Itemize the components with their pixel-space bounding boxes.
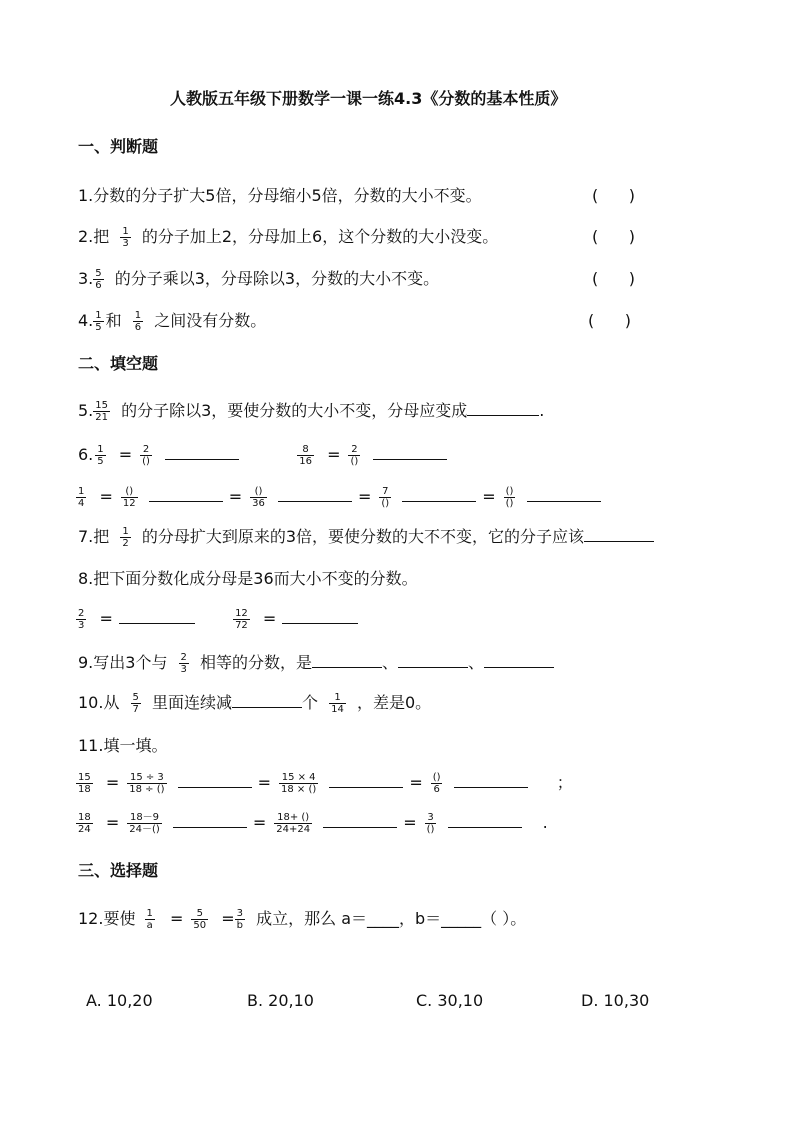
answer-blank[interactable] [178, 773, 252, 788]
answer-blank[interactable] [329, 773, 403, 788]
question-4 [78, 310, 266, 333]
answer-blank[interactable] [402, 487, 476, 502]
separator: 、 [468, 653, 485, 672]
fraction: $\frac{3}{b}$ [236, 908, 244, 931]
equals-sign: = [409, 773, 423, 792]
answer-blank[interactable] [149, 487, 223, 502]
fraction: $\frac{18-9}{24-()}$ [129, 812, 160, 835]
fraction: $\frac{()}{6}$ [432, 772, 441, 795]
fraction: $\frac{5}{6}$ [95, 268, 102, 291]
question-10-text: 里面连续减 [152, 693, 233, 712]
equals-sign: = [99, 609, 113, 628]
option-b[interactable]: B. 20,10 [247, 991, 314, 1010]
fraction: $\frac{15 \times 4}{18 \times ()}$ [281, 772, 317, 795]
fraction: $\frac{7}{()}$ [381, 486, 390, 509]
row-end-mark: ； [556, 773, 573, 792]
equals-sign: = [257, 773, 271, 792]
question-12 [78, 908, 526, 931]
answer-blank[interactable] [454, 773, 528, 788]
option-c[interactable]: C. 30,10 [416, 991, 484, 1010]
question-9 [78, 652, 554, 675]
fraction: $\frac{18}{24}$ [78, 812, 91, 835]
equals-sign: = [221, 909, 235, 928]
fraction: $\frac{1}{4}$ [78, 486, 85, 509]
question-10-end: ，差是0。 [356, 693, 432, 712]
equals-sign: = [357, 487, 372, 506]
question-11: 11.填一填。 [78, 736, 168, 755]
question-9-prefix: 9.写出3个与 [78, 653, 168, 672]
fraction: $\frac{2}{()}$ [350, 444, 359, 467]
equals-sign: = [118, 445, 133, 464]
page-title: 人教版五年级下册数学一课一练4.3《分数的基本性质》 [170, 89, 567, 108]
question-1 [78, 185, 482, 207]
fraction: $\frac{5}{7}$ [132, 692, 139, 715]
fraction: $\frac{1}{6}$ [134, 310, 142, 333]
answer-blank[interactable] [312, 653, 382, 668]
fraction: $\frac{15}{18}$ [78, 772, 91, 795]
row-end-mark: . [542, 813, 548, 832]
equals-sign: = [99, 487, 113, 506]
equals-sign: = [252, 813, 267, 832]
question-11-row-1 [74, 772, 573, 795]
question-6-prefix: 6. [78, 445, 94, 464]
answer-blank[interactable] [527, 487, 601, 502]
fraction: $\frac{1}{5}$ [95, 310, 102, 333]
question-7 [78, 526, 654, 549]
question-2-prefix: 2.把 [78, 227, 110, 246]
question-7-text: 的分母扩大到原来的3倍，要使分数的大不不变，它的分子应该 [141, 527, 585, 546]
fraction: $\frac{2}{3}$ [180, 652, 187, 675]
answer-blank[interactable] [119, 609, 195, 624]
question-12-text: 成立，那么 a＝____，b＝_____（ ）。 [256, 909, 527, 928]
equals-sign: = [170, 909, 184, 928]
fraction: $\frac{2}{()}$ [142, 444, 150, 467]
question-5-prefix: 5. [78, 401, 94, 420]
fraction: $\frac{()}{12}$ [122, 486, 136, 509]
question-9-text: 相等的分数，是 [200, 653, 313, 672]
answer-paren-2[interactable]: ( ) [592, 227, 635, 246]
equals-sign: = [327, 445, 341, 464]
fraction: $\frac{1}{a}$ [146, 908, 153, 931]
answer-blank[interactable] [467, 401, 539, 416]
question-4-text: 之间没有分数。 [154, 311, 267, 330]
fraction: $\frac{1}{5}$ [97, 444, 104, 467]
answer-blank[interactable] [165, 445, 239, 460]
fraction: $\frac{1}{14}$ [331, 692, 344, 715]
equals-sign: = [262, 609, 277, 628]
fraction: $\frac{2}{3}$ [78, 608, 85, 631]
answer-blank[interactable] [448, 813, 522, 828]
question-8: 8.把下面分数化成分母是36而大小不变的分数。 [78, 569, 418, 588]
fraction: $\frac{1}{3}$ [122, 226, 129, 249]
answer-paren-4[interactable]: ( ) [588, 311, 631, 330]
equals-sign: = [105, 773, 120, 792]
equals-sign: = [228, 487, 243, 506]
question-10-prefix: 10.从 [78, 693, 120, 712]
fraction: $\frac{8}{16}$ [299, 444, 312, 467]
fraction: $\frac{12}{72}$ [235, 608, 248, 631]
question-1-text: 1.分数的分子扩大5倍，分母缩小5倍，分数的大小不变。 [78, 186, 482, 205]
equals-sign: = [403, 813, 417, 832]
section-choice-heading: 三、选择题 [78, 861, 159, 880]
answer-blank[interactable] [173, 813, 247, 828]
section-judge-heading: 一、判断题 [78, 137, 159, 156]
answer-blank[interactable] [278, 487, 352, 502]
answer-blank[interactable] [373, 445, 447, 460]
question-5 [78, 400, 544, 423]
answer-blank[interactable] [484, 653, 554, 668]
answer-blank[interactable] [398, 653, 468, 668]
option-a[interactable]: A. 10,20 [86, 991, 153, 1010]
fraction: $\frac{()}{()}$ [505, 486, 514, 509]
question-8-answers [74, 608, 358, 631]
answer-blank[interactable] [584, 527, 654, 542]
question-6-chain [74, 486, 601, 509]
question-2 [78, 226, 498, 249]
question-4-prefix: 4. [78, 311, 94, 330]
fraction: $\frac{1}{2}$ [122, 526, 129, 549]
question-3-prefix: 3. [78, 269, 94, 288]
option-d[interactable]: D. 10,30 [581, 991, 650, 1010]
answer-blank[interactable] [282, 609, 358, 624]
question-5-end: . [539, 401, 545, 420]
question-3 [78, 268, 439, 291]
answer-blank[interactable] [323, 813, 397, 828]
section-fill-heading: 二、填空题 [78, 354, 159, 373]
question-10-unit: 个 [302, 693, 319, 712]
answer-blank[interactable] [232, 693, 302, 708]
fraction: $\frac{15 \div 3}{18 \div ()}$ [129, 772, 165, 795]
question-10 [78, 692, 431, 715]
fraction: $\frac{18+ ()}{24+24}$ [276, 812, 311, 835]
fraction: $\frac{15}{21}$ [95, 400, 108, 423]
question-4-and: 和 [105, 311, 122, 330]
separator: 、 [382, 653, 399, 672]
question-6 [78, 444, 447, 467]
answer-paren-3[interactable]: ( ) [592, 269, 635, 288]
equals-sign: = [482, 487, 496, 506]
fraction: $\frac{3}{()}$ [426, 812, 435, 835]
answer-paren-1[interactable]: ( ) [592, 186, 635, 205]
equals-sign: = [105, 813, 120, 832]
question-3-text: 的分子乘以3，分母除以3，分数的大小不变。 [114, 269, 440, 288]
question-7-prefix: 7.把 [78, 527, 110, 546]
question-2-text: 的分子加上2，分母加上6，这个分数的大小没变。 [141, 227, 499, 246]
question-11-row-2 [74, 812, 548, 835]
question-12-prefix: 12.要使 [78, 909, 136, 928]
fraction: $\frac{()}{36}$ [252, 486, 265, 509]
question-5-text: 的分子除以3，要使分数的大小不变，分母应变成 [121, 401, 468, 420]
fraction: $\frac{5}{50}$ [193, 908, 207, 931]
